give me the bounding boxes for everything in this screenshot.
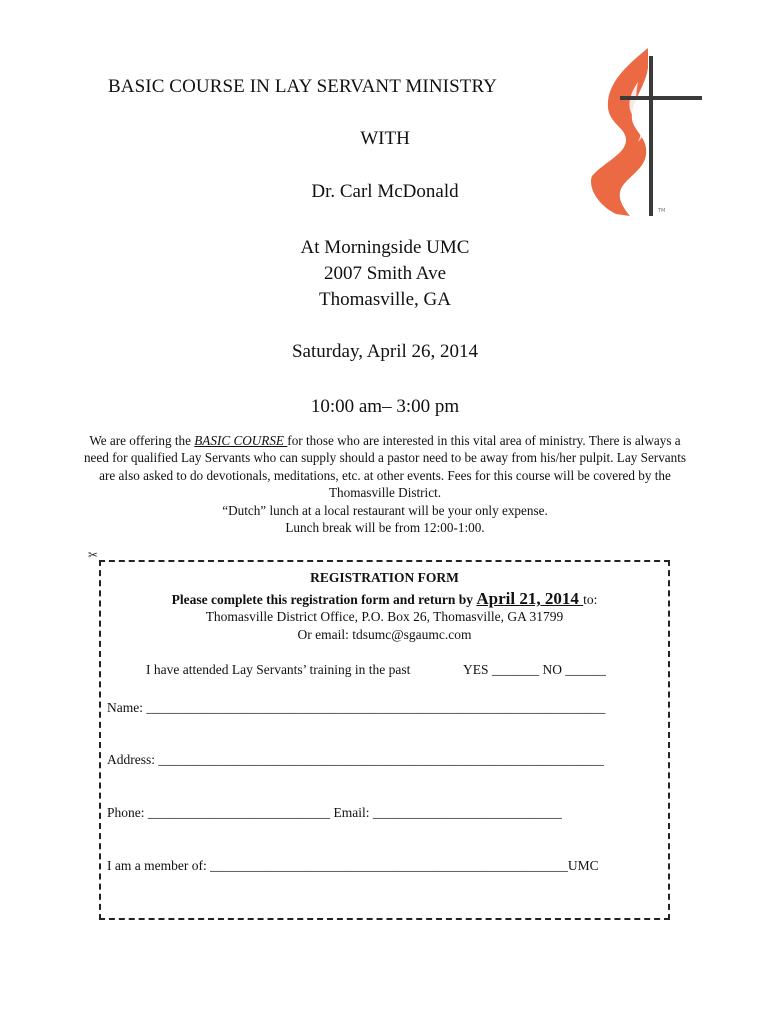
instruction-text: Please complete this registration form and return by: [171, 592, 477, 607]
cross-horizontal: [620, 96, 702, 100]
venue-city: Thomasville, GA: [319, 289, 451, 310]
intro-course-emphasis: BASIC COURSE: [194, 433, 288, 448]
name-field[interactable]: Name: ____________________________________________________________________: [107, 700, 606, 715]
attended-question: I have attended Lay Servants’ training in the past: [146, 662, 411, 677]
phone-email-field[interactable]: Phone: ___________________________ Email: ____________________________: [107, 805, 562, 820]
venue-church: At Morningside UMC: [300, 237, 470, 258]
deadline-date: April 21, 2014: [476, 589, 584, 608]
with-heading: WITH: [360, 128, 410, 149]
intro-paragraph: [80, 432, 690, 536]
event-date: Saturday, April 26, 2014: [291, 341, 479, 362]
member-church-field[interactable]: I am a member of: _____________________________________________________UMC: [107, 858, 599, 873]
intro-text-start: We are offering the: [89, 433, 195, 448]
intro-text-body: for those who are interested in this vital area of ministry. There is always a need for qualified Lay Servants who can supply should a pastor need to be away from his/her pulpit. Lay Servants are also asked to do devotionals, meditations, etc. at other events. Fees for this course will be covered by the Thomasville District.: [83, 433, 687, 501]
trademark-mark: TM: [658, 208, 666, 214]
scissors-icon: ✂: [88, 548, 99, 562]
registration-instruction: [99, 589, 670, 609]
registration-heading: REGISTRATION FORM: [310, 570, 459, 585]
intro-dutch-lunch: “Dutch” lunch at a local restaurant will be your only expense.: [222, 502, 548, 518]
yes-no-field[interactable]: YES _______ NO ______: [463, 662, 606, 677]
speaker-name: Dr. Carl McDonald: [311, 181, 459, 202]
address-field[interactable]: Address: __________________________________________________________________: [107, 752, 604, 767]
course-title: BASIC COURSE IN LAY SERVANT MINISTRY: [108, 76, 498, 97]
venue-street: 2007 Smith Ave: [323, 263, 447, 284]
intro-lunch-break: Lunch break will be from 12:00-1:00.: [285, 520, 485, 536]
event-time: 10:00 am– 3:00 pm: [310, 396, 460, 417]
venue-block: [60, 235, 710, 313]
contact-email: Or email: tdsumc@sgaumc.com: [297, 627, 472, 642]
mailing-address: Thomasville District Office, P.O. Box 26, Thomasville, GA 31799: [205, 609, 564, 624]
instruction-to: to:: [583, 592, 598, 607]
